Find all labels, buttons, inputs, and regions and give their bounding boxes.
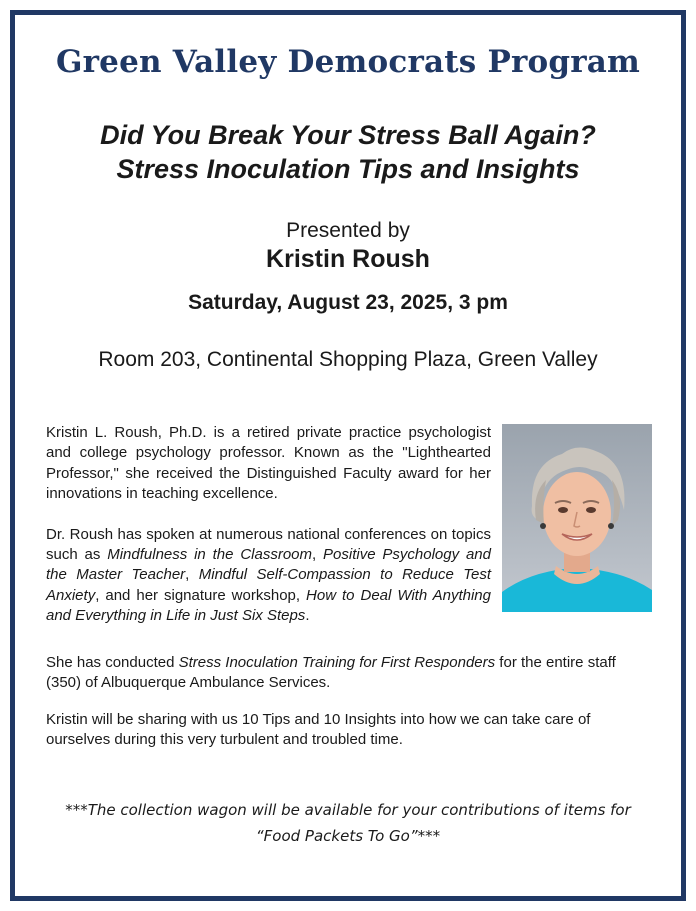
bio-paragraph-4: Kristin will be sharing with us 10 Tips and 10 Insights into how we can take care of ourselves during this very turbulent and troubled time. — [46, 711, 591, 749]
event-date-time: Saturday, August 23, 2025, 3 pm — [188, 291, 508, 314]
bio-text: She has conducted — [46, 654, 179, 671]
speaker-photo — [502, 424, 652, 612]
collection-note-line-2: “Food Packets To Go”*** — [255, 827, 441, 845]
collection-note-line-1: ***The collection wagon will be available for your contributions of items for — [65, 801, 631, 819]
bio-text: for the entire staff (350) of Albuquerque Ambulance Services. — [46, 654, 616, 692]
training-title: Stress Inoculation Training for First Responders — [178, 654, 496, 671]
talk-title — [0, 118, 696, 186]
talk-title-mindfulness: Mindfulness in the Classroom — [107, 546, 313, 564]
presenter-name: Kristin Roush — [266, 245, 430, 273]
bio-paragraph-3 — [46, 653, 652, 694]
talk-title-line-2: Stress Inoculation Tips and Insights — [116, 154, 580, 184]
bio-text: , and her signature workshop, — [95, 586, 307, 604]
collection-note — [0, 797, 696, 849]
talk-title-self-compassion: Mindful Self-Compassion to Reduce Test Anxiety — [46, 566, 491, 604]
bio-text: , — [312, 546, 324, 564]
talk-title-line-1: Did You Break Your Stress Ball Again? — [100, 120, 596, 150]
presented-by-label: Presented by — [286, 219, 410, 242]
program-title: Green Valley Democrats Program — [55, 44, 641, 80]
bio-text: Dr. Roush has spoken at numerous national conferences on topics such as — [46, 525, 491, 564]
bio-paragraph-1: Kristin L. Roush, Ph.D. is a retired private practice psychologist and college psychology professor. Known as the "Lighthearted Professor," she received the Distinguished Faculty award for her innovations in teaching excellence. — [46, 424, 491, 503]
event-location: Room 203, Continental Shopping Plaza, Green Valley — [98, 348, 598, 371]
speaker-portrait-icon — [502, 424, 652, 612]
bio-paragraph-2 — [46, 525, 491, 627]
bio-text: , — [185, 566, 199, 584]
talk-title-positive-psychology: Positive Psychology and the Master Teacher — [46, 546, 491, 584]
bio-text: . — [305, 607, 310, 625]
speaker-bio — [46, 423, 491, 647]
workshop-title: How to Deal With Anything and Everything in Life in Just Six Steps — [46, 586, 491, 625]
